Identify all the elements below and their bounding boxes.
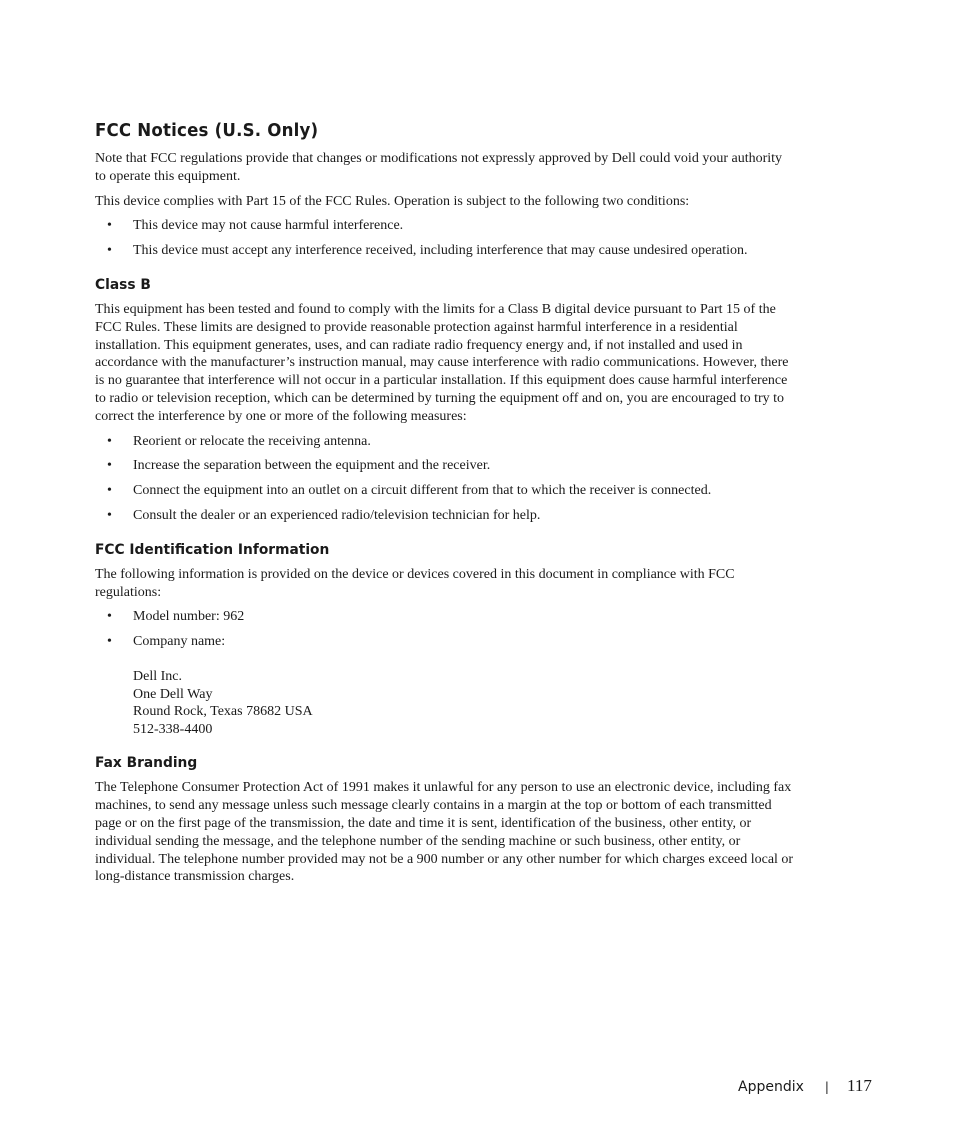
bullet-icon: • bbox=[107, 243, 112, 259]
address-line: One Dell Way bbox=[133, 686, 213, 702]
class-b-heading: Class B bbox=[95, 276, 151, 293]
fax-branding-heading: Fax Branding bbox=[95, 755, 198, 772]
class-b-measures-list bbox=[95, 433, 795, 525]
footer-section-label: Appendix bbox=[738, 1079, 804, 1095]
footer-separator: | bbox=[824, 1080, 829, 1094]
bullet-icon: • bbox=[107, 609, 112, 625]
list-item: • Consult the dealer or an experienced radio/television technician for help. bbox=[107, 507, 541, 523]
company-address bbox=[133, 668, 795, 738]
class-b-paragraph: This equipment has been tested and found to comply with the limits for a Class B digital device pursuant to Part 15 of the FCC Rules. These limits are designed to provide reasonable protection against harmful interference in a residential installation. This equipment generates, uses, and can radiate radio frequency energy and, if not installed and used in accordance with the manufacturer’s instruction manual, may cause interference with radio communications. However, there is no guarantee that interference will not occur in a particular installation. If this equipment does cause harmful interference to radio or television reception, which can be determined by turning the equipment off and on, you are encouraged to try to correct the interference by one or more of the following measures: bbox=[95, 301, 789, 424]
fcc-paragraph-2: This device complies with Part 15 of the FCC Rules. Operation is subject to the following two conditions: bbox=[95, 193, 690, 209]
address-line: Dell Inc. bbox=[133, 668, 182, 684]
fcc-id-paragraph: The following information is provided on the device or devices covered in this document in compliance with FCC regulations: bbox=[95, 566, 735, 600]
fcc-paragraph-1: Note that FCC regulations provide that changes or modifications not expressly approved by Dell could void your authority to operate this equipment. bbox=[95, 151, 783, 184]
fax-branding-section bbox=[95, 755, 795, 886]
address-line: Round Rock, Texas 78682 USA bbox=[133, 704, 313, 720]
bullet-icon: • bbox=[107, 634, 112, 650]
bullet-icon: • bbox=[107, 483, 112, 499]
class-b-section bbox=[95, 277, 795, 525]
fcc-id-list bbox=[95, 608, 795, 651]
list-item: • This device must accept any interference received, including interference that may cause undesired operation. bbox=[107, 243, 748, 259]
address-line: 512-338-4400 bbox=[133, 721, 213, 737]
page-content bbox=[95, 121, 795, 893]
page-footer bbox=[738, 1076, 872, 1096]
fcc-conditions-list bbox=[95, 217, 795, 260]
fcc-notices-heading: FCC Notices (U.S. Only) bbox=[95, 121, 319, 141]
list-item: • Connect the equipment into an outlet on a circuit different from that to which the receiver is connected. bbox=[107, 483, 712, 499]
bullet-icon: • bbox=[107, 433, 112, 449]
fcc-id-section bbox=[95, 542, 795, 739]
bullet-icon: • bbox=[107, 507, 112, 523]
page-number: 117 bbox=[846, 1076, 872, 1095]
list-item: • Company name: bbox=[107, 634, 226, 650]
bullet-icon: • bbox=[107, 458, 112, 474]
bullet-icon: • bbox=[107, 218, 112, 234]
list-item: • Model number: 962 bbox=[107, 609, 245, 625]
list-item: • This device may not cause harmful interference. bbox=[107, 218, 404, 234]
fax-branding-paragraph: The Telephone Consumer Protection Act of 1991 makes it unlawful for any person to use an electronic device, including fax machines, to send any message unless such message clearly contains in a margin at the top or bottom of each transmitted page or on the first page of the transmission, the date and time it is sent, identification of the business, other entity, or individual sending the message, and the telephone number of the sending machine or such business, other entity, or individual. The telephone number provided may not be a 900 number or any other number for which charges exceed local or long-distance transmission charges. bbox=[95, 780, 794, 885]
fcc-id-heading: FCC Identification Information bbox=[95, 541, 330, 558]
list-item: • Increase the separation between the equipment and the receiver. bbox=[107, 458, 491, 474]
list-item: • Reorient or relocate the receiving antenna. bbox=[107, 433, 371, 449]
